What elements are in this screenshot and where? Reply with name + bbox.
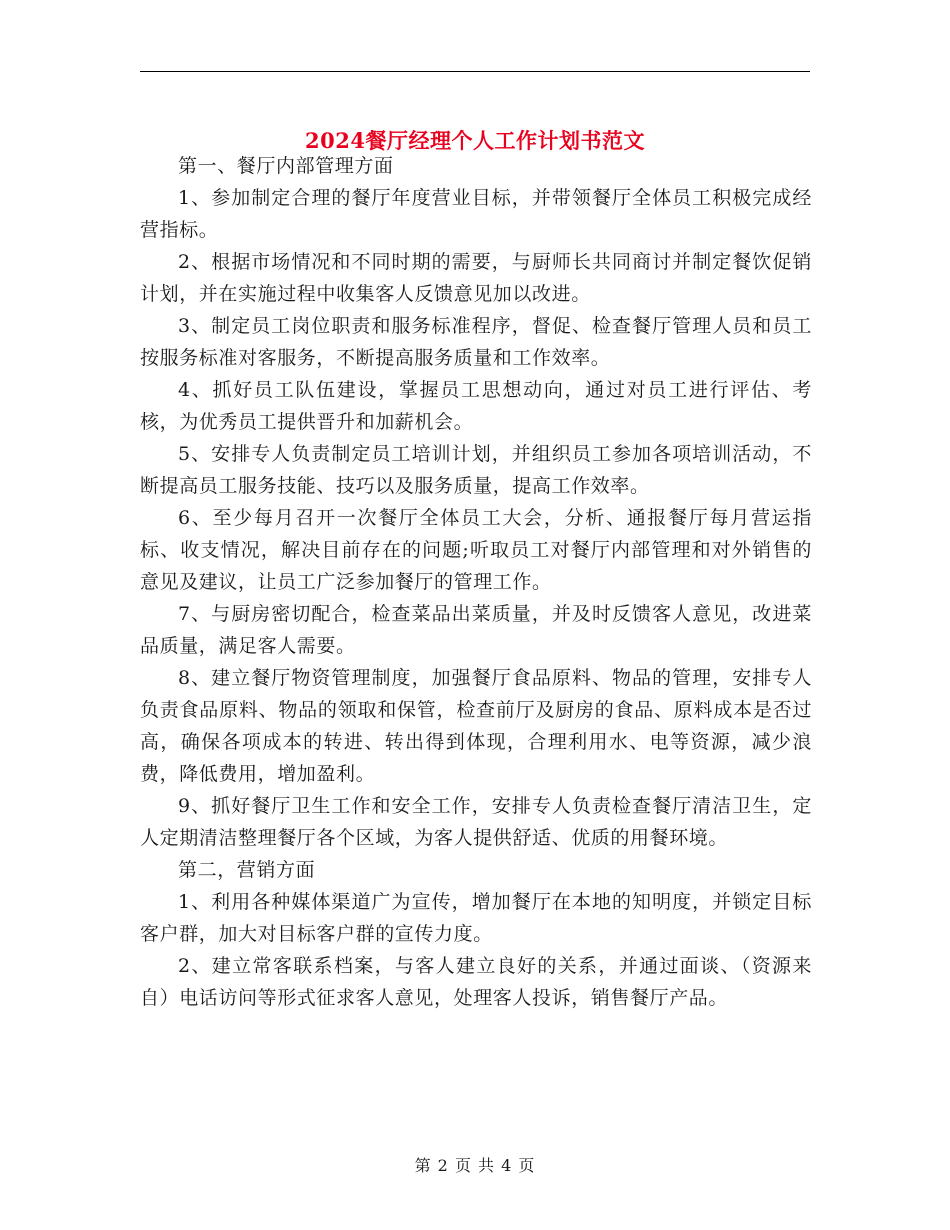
paragraph-item: 7、与厨房密切配合，检查菜品出菜质量，并及时反馈客人意见，改进菜品质量，满足客人需要。	[140, 603, 812, 657]
paragraph-item: 2、根据市场情况和不同时期的需要，与厨师长共同商讨并制定餐饮促销计划，并在实施过程中收集客人反馈意见加以改进。	[140, 251, 812, 305]
section-heading-internal-management: 第一、餐厅内部管理方面	[178, 155, 394, 177]
paragraph-item: 9、抓好餐厅卫生工作和安全工作，安排专人负责检查餐厅清洁卫生，定人定期清洁整理餐厅各个区域，为客人提供舒适、优质的用餐环境。	[140, 795, 812, 849]
paragraph-item: 6、至少每月召开一次餐厅全体员工大会，分析、通报餐厅每月营运指标、收支情况，解决目前存在的问题;听取员工对餐厅内部管理和对外销售的意见及建议，让员工广泛参加餐厅的管理工作。	[140, 507, 812, 593]
document-title: 2024餐厅经理个人工作计划书范文	[305, 128, 645, 154]
header-rule	[140, 71, 810, 72]
document-body	[140, 150, 812, 1014]
paragraph-item: 4、抓好员工队伍建设，掌握员工思想动向，通过对员工进行评估、考核，为优秀员工提供晋升和加薪机会。	[140, 379, 812, 433]
paragraph-item: 2、建立常客联系档案，与客人建立良好的关系，并通过面谈、（资源来自）电话访问等形式征求客人意见，处理客人投诉，销售餐厅产品。	[140, 955, 812, 1009]
paragraph-item: 3、制定员工岗位职责和服务标准程序，督促、检查餐厅管理人员和员工按服务标准对客服务，不断提高服务质量和工作效率。	[140, 315, 812, 369]
paragraph-item: 1、参加制定合理的餐厅年度营业目标，并带领餐厅全体员工积极完成经营指标。	[140, 187, 812, 241]
paragraph-item: 5、安排专人负责制定员工培训计划，并组织员工参加各项培训活动，不断提高员工服务技能、技巧以及服务质量，提高工作效率。	[140, 443, 812, 497]
page-number-footer: 第 2 页 共 4 页	[414, 1156, 536, 1175]
paragraph-item: 1、利用各种媒体渠道广为宣传，增加餐厅在本地的知明度，并锁定目标客户群，加大对目标客户群的宣传力度。	[140, 891, 812, 945]
paragraph-item: 8、建立餐厅物资管理制度，加强餐厅食品原料、物品的管理，安排专人负责食品原料、物品的领取和保管，检查前厅及厨房的食品、原料成本是否过高，确保各项成本的转进、转出得到体现，合理利用水、电等资源，减少浪费，降低费用，增加盈利。	[140, 667, 812, 785]
section-heading-marketing: 第二，营销方面	[178, 859, 316, 881]
